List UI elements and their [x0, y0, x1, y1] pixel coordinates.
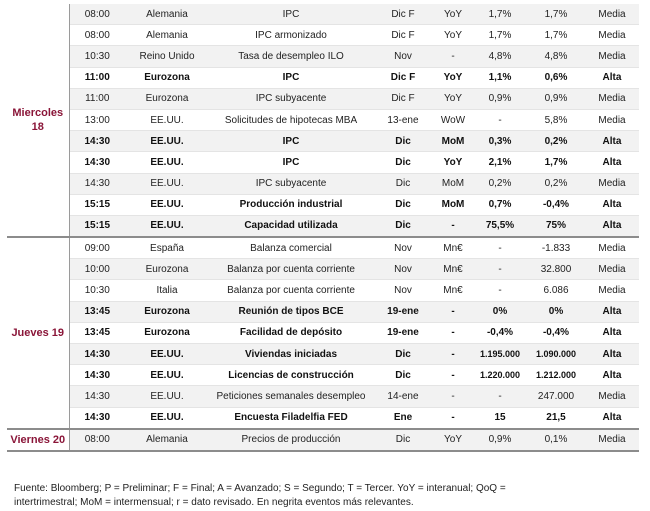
- day-label: Jueves 19: [7, 237, 69, 429]
- importance-cell: Media: [585, 259, 639, 280]
- period-cell: Dic F: [373, 4, 433, 25]
- country-cell: EE.UU.: [125, 173, 209, 194]
- event-row: [7, 109, 639, 130]
- time-cell: 14:30: [69, 173, 125, 194]
- country-cell: Alemania: [125, 429, 209, 451]
- event-cell: Peticiones semanales desempleo: [209, 386, 373, 407]
- prior-cell: 5,8%: [527, 109, 585, 130]
- survey-cell: -0,4%: [473, 322, 527, 343]
- unit-cell: -: [433, 344, 473, 365]
- survey-cell: 4,8%: [473, 46, 527, 67]
- country-cell: Eurozona: [125, 259, 209, 280]
- survey-cell: 2,1%: [473, 152, 527, 173]
- time-cell: 08:00: [69, 25, 125, 46]
- importance-cell: Media: [585, 386, 639, 407]
- event-row: [7, 259, 639, 280]
- prior-cell: 32.800: [527, 259, 585, 280]
- event-cell: Licencias de construcción: [209, 365, 373, 386]
- period-cell: Ene: [373, 407, 433, 429]
- unit-cell: Mn€: [433, 237, 473, 259]
- period-cell: Dic F: [373, 67, 433, 88]
- footnote-line-2: intertrimestral; MoM = intermensual; r = dato revisado. En negrita eventos más relevantes.: [14, 497, 414, 508]
- period-cell: Dic F: [373, 88, 433, 109]
- survey-cell: 15: [473, 407, 527, 429]
- period-cell: Dic: [373, 365, 433, 386]
- survey-cell: -: [473, 237, 527, 259]
- country-cell: EE.UU.: [125, 152, 209, 173]
- period-cell: 19-ene: [373, 322, 433, 343]
- period-cell: 14-ene: [373, 386, 433, 407]
- event-row: [7, 46, 639, 67]
- period-cell: Nov: [373, 259, 433, 280]
- importance-cell: Media: [585, 88, 639, 109]
- event-cell: IPC subyacente: [209, 173, 373, 194]
- country-cell: Alemania: [125, 25, 209, 46]
- event-cell: Solicitudes de hipotecas MBA: [209, 109, 373, 130]
- event-cell: Tasa de desempleo ILO: [209, 46, 373, 67]
- survey-cell: 1,7%: [473, 4, 527, 25]
- event-row: [7, 429, 639, 451]
- survey-cell: 0,9%: [473, 429, 527, 451]
- period-cell: Dic: [373, 194, 433, 215]
- prior-cell: 0,9%: [527, 88, 585, 109]
- country-cell: EE.UU.: [125, 365, 209, 386]
- unit-cell: Mn€: [433, 259, 473, 280]
- event-row: [7, 88, 639, 109]
- country-cell: España: [125, 237, 209, 259]
- importance-cell: Media: [585, 109, 639, 130]
- period-cell: Nov: [373, 280, 433, 301]
- unit-cell: -: [433, 386, 473, 407]
- time-cell: 14:30: [69, 365, 125, 386]
- importance-cell: Media: [585, 4, 639, 25]
- unit-cell: Mn€: [433, 280, 473, 301]
- unit-cell: -: [433, 322, 473, 343]
- time-cell: 13:00: [69, 109, 125, 130]
- period-cell: Dic: [373, 173, 433, 194]
- prior-cell: 21,5: [527, 407, 585, 429]
- day-label: Miercoles 18: [7, 4, 69, 237]
- time-cell: 10:30: [69, 46, 125, 67]
- prior-cell: -0,4%: [527, 322, 585, 343]
- unit-cell: YoY: [433, 429, 473, 451]
- prior-cell: 0,1%: [527, 429, 585, 451]
- prior-cell: 1,7%: [527, 152, 585, 173]
- event-cell: IPC: [209, 131, 373, 152]
- unit-cell: -: [433, 215, 473, 237]
- time-cell: 11:00: [69, 88, 125, 109]
- event-cell: Precios de producción: [209, 429, 373, 451]
- event-row: [7, 25, 639, 46]
- event-cell: IPC subyacente: [209, 88, 373, 109]
- event-cell: IPC: [209, 67, 373, 88]
- country-cell: Italia: [125, 280, 209, 301]
- prior-cell: 247.000: [527, 386, 585, 407]
- unit-cell: MoM: [433, 131, 473, 152]
- event-row: [7, 237, 639, 259]
- period-cell: Dic F: [373, 25, 433, 46]
- prior-cell: 0,6%: [527, 67, 585, 88]
- event-cell: Encuesta Filadelfia FED: [209, 407, 373, 429]
- time-cell: 14:30: [69, 407, 125, 429]
- time-cell: 15:15: [69, 215, 125, 237]
- unit-cell: MoM: [433, 173, 473, 194]
- importance-cell: Alta: [585, 322, 639, 343]
- country-cell: Reino Unido: [125, 46, 209, 67]
- period-cell: Nov: [373, 237, 433, 259]
- importance-cell: Alta: [585, 365, 639, 386]
- event-cell: Balanza comercial: [209, 237, 373, 259]
- country-cell: EE.UU.: [125, 215, 209, 237]
- event-cell: Producción industrial: [209, 194, 373, 215]
- survey-cell: 1,1%: [473, 67, 527, 88]
- period-cell: Dic: [373, 344, 433, 365]
- time-cell: 13:45: [69, 301, 125, 322]
- survey-cell: 0,3%: [473, 131, 527, 152]
- unit-cell: -: [433, 365, 473, 386]
- event-cell: Viviendas iniciadas: [209, 344, 373, 365]
- country-cell: EE.UU.: [125, 194, 209, 215]
- country-cell: EE.UU.: [125, 131, 209, 152]
- country-cell: Eurozona: [125, 322, 209, 343]
- footnote: [14, 482, 634, 510]
- event-row: [7, 131, 639, 152]
- economic-calendar-table: [7, 4, 639, 452]
- survey-cell: -: [473, 280, 527, 301]
- unit-cell: YoY: [433, 152, 473, 173]
- survey-cell: 75,5%: [473, 215, 527, 237]
- event-row: [7, 301, 639, 322]
- importance-cell: Media: [585, 25, 639, 46]
- event-cell: Reunión de tipos BCE: [209, 301, 373, 322]
- importance-cell: Alta: [585, 215, 639, 237]
- country-cell: Eurozona: [125, 88, 209, 109]
- survey-cell: 0,9%: [473, 88, 527, 109]
- survey-cell: 1,7%: [473, 25, 527, 46]
- event-row: [7, 365, 639, 386]
- unit-cell: -: [433, 46, 473, 67]
- importance-cell: Media: [585, 280, 639, 301]
- time-cell: 14:30: [69, 344, 125, 365]
- survey-cell: 1.195.000: [473, 344, 527, 365]
- event-row: [7, 194, 639, 215]
- period-cell: Dic: [373, 215, 433, 237]
- country-cell: EE.UU.: [125, 109, 209, 130]
- prior-cell: 1,7%: [527, 4, 585, 25]
- event-cell: Facilidad de depósito: [209, 322, 373, 343]
- event-row: [7, 322, 639, 343]
- event-row: [7, 344, 639, 365]
- importance-cell: Media: [585, 46, 639, 67]
- importance-cell: Alta: [585, 67, 639, 88]
- event-row: [7, 152, 639, 173]
- country-cell: EE.UU.: [125, 407, 209, 429]
- time-cell: 14:30: [69, 131, 125, 152]
- event-cell: Capacidad utilizada: [209, 215, 373, 237]
- period-cell: Dic: [373, 131, 433, 152]
- period-cell: 13-ene: [373, 109, 433, 130]
- survey-cell: 0%: [473, 301, 527, 322]
- period-cell: Dic: [373, 152, 433, 173]
- unit-cell: -: [433, 407, 473, 429]
- event-row: [7, 280, 639, 301]
- time-cell: 09:00: [69, 237, 125, 259]
- period-cell: Dic: [373, 429, 433, 451]
- survey-cell: 0,2%: [473, 173, 527, 194]
- country-cell: Eurozona: [125, 67, 209, 88]
- prior-cell: 1.212.000: [527, 365, 585, 386]
- prior-cell: 1,7%: [527, 25, 585, 46]
- footnote-line-1: Fuente: Bloomberg; P = Preliminar; F = Final; A = Avanzado; S = Segundo; T = Tercer. YoY = interanual; QoQ =: [14, 483, 506, 494]
- importance-cell: Alta: [585, 301, 639, 322]
- importance-cell: Alta: [585, 194, 639, 215]
- time-cell: 10:30: [69, 280, 125, 301]
- event-row: [7, 407, 639, 429]
- survey-cell: 0,7%: [473, 194, 527, 215]
- unit-cell: -: [433, 301, 473, 322]
- time-cell: 14:30: [69, 386, 125, 407]
- importance-cell: Alta: [585, 131, 639, 152]
- survey-cell: 1.220.000: [473, 365, 527, 386]
- event-row: [7, 67, 639, 88]
- event-cell: IPC armonizado: [209, 25, 373, 46]
- time-cell: 08:00: [69, 4, 125, 25]
- importance-cell: Media: [585, 429, 639, 451]
- prior-cell: 6.086: [527, 280, 585, 301]
- prior-cell: 0%: [527, 301, 585, 322]
- event-cell: Balanza por cuenta corriente: [209, 259, 373, 280]
- importance-cell: Media: [585, 237, 639, 259]
- survey-cell: -: [473, 386, 527, 407]
- time-cell: 10:00: [69, 259, 125, 280]
- unit-cell: YoY: [433, 25, 473, 46]
- calendar-body: [7, 4, 639, 451]
- country-cell: EE.UU.: [125, 344, 209, 365]
- time-cell: 08:00: [69, 429, 125, 451]
- time-cell: 14:30: [69, 152, 125, 173]
- period-cell: Nov: [373, 46, 433, 67]
- time-cell: 15:15: [69, 194, 125, 215]
- event-row: [7, 215, 639, 237]
- time-cell: 11:00: [69, 67, 125, 88]
- event-cell: IPC: [209, 4, 373, 25]
- country-cell: Alemania: [125, 4, 209, 25]
- prior-cell: 0,2%: [527, 173, 585, 194]
- unit-cell: YoY: [433, 4, 473, 25]
- importance-cell: Alta: [585, 407, 639, 429]
- event-row: [7, 386, 639, 407]
- time-cell: 13:45: [69, 322, 125, 343]
- prior-cell: 4,8%: [527, 46, 585, 67]
- survey-cell: -: [473, 259, 527, 280]
- country-cell: Eurozona: [125, 301, 209, 322]
- unit-cell: YoY: [433, 88, 473, 109]
- prior-cell: 75%: [527, 215, 585, 237]
- importance-cell: Alta: [585, 152, 639, 173]
- event-row: [7, 4, 639, 25]
- prior-cell: -0,4%: [527, 194, 585, 215]
- survey-cell: -: [473, 109, 527, 130]
- period-cell: 19-ene: [373, 301, 433, 322]
- prior-cell: -1.833: [527, 237, 585, 259]
- prior-cell: 1.090.000: [527, 344, 585, 365]
- day-label: Viernes 20: [7, 429, 69, 451]
- event-cell: IPC: [209, 152, 373, 173]
- importance-cell: Media: [585, 173, 639, 194]
- event-row: [7, 173, 639, 194]
- importance-cell: Alta: [585, 344, 639, 365]
- prior-cell: 0,2%: [527, 131, 585, 152]
- unit-cell: MoM: [433, 194, 473, 215]
- event-cell: Balanza por cuenta corriente: [209, 280, 373, 301]
- unit-cell: YoY: [433, 67, 473, 88]
- country-cell: EE.UU.: [125, 386, 209, 407]
- unit-cell: WoW: [433, 109, 473, 130]
